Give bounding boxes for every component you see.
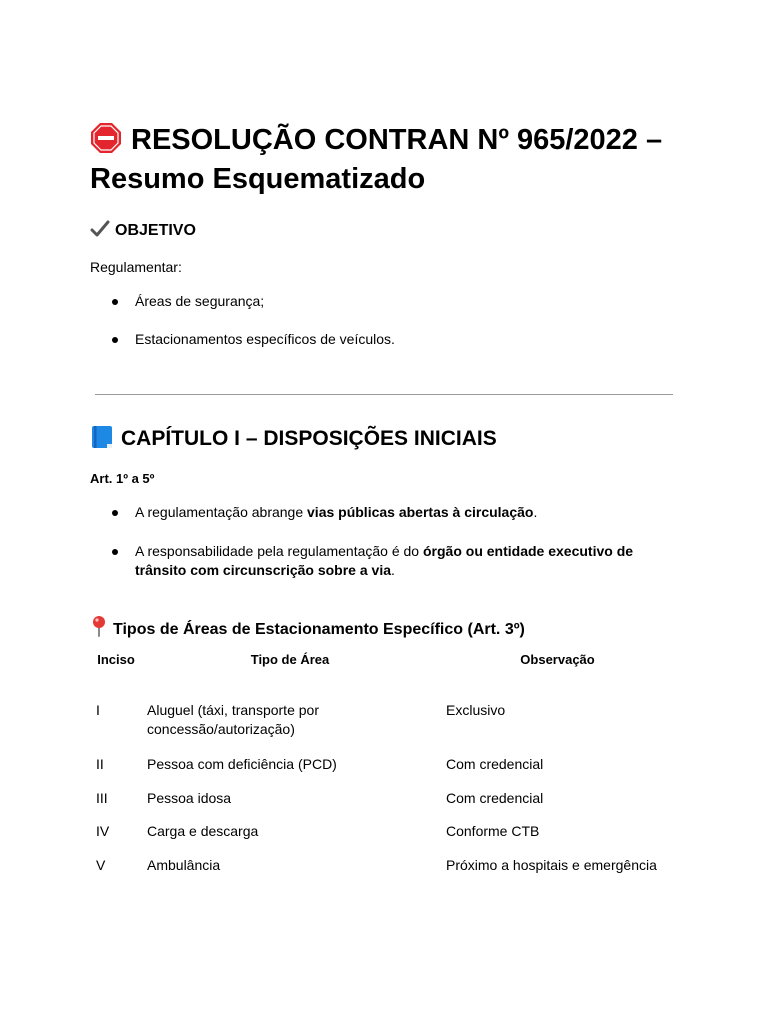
list-item-text: Áreas de segurança; <box>135 293 265 309</box>
list-item <box>112 542 652 580</box>
list-item-text <box>112 542 652 580</box>
table-cell-tipo: Aluguel (táxi, transporte por concessão/autorização) <box>147 702 319 737</box>
list-item <box>112 330 652 349</box>
table-header-tipo: Tipo de Área <box>250 652 330 667</box>
text-run: A regulamentação abrange <box>135 504 308 520</box>
table-cell-tipo: Ambulância <box>147 857 221 873</box>
capitulo-heading <box>90 425 497 453</box>
table-cell-observacao: Com credencial <box>446 790 544 806</box>
table-cell-tipo: Pessoa com deficiência (PCD) <box>147 756 337 772</box>
objetivo-heading <box>90 219 196 242</box>
table-cell-tipo: Carga e descarga <box>147 823 259 839</box>
list-item <box>112 292 652 311</box>
stop-sign-icon <box>90 122 122 154</box>
table-cell-tipo: Pessoa idosa <box>147 790 232 806</box>
bold-text: órgão ou entidade executivo de trânsito com circunscrição sobre a via <box>135 543 634 578</box>
check-mark-icon <box>90 219 110 239</box>
table-cell-observacao: Exclusivo <box>446 702 506 718</box>
text-run: . <box>533 504 538 520</box>
objetivo-heading-text: OBJETIVO <box>115 222 196 239</box>
table-cell-inciso: I <box>96 702 100 718</box>
table-cell-observacao: Próximo a hospitais e emergência <box>446 857 657 873</box>
round-pushpin-icon <box>90 615 108 637</box>
document-title <box>90 121 710 199</box>
table-header-inciso: Inciso <box>97 652 135 667</box>
capitulo-heading-text: CAPÍTULO I – DISPOSIÇÕES INICIAIS <box>121 427 497 450</box>
horizontal-divider <box>95 394 673 395</box>
article-range: Art. 1º a 5º <box>90 471 155 486</box>
list-item-text: Estacionamentos específicos de veículos. <box>135 331 395 347</box>
objetivo-intro: Regulamentar: <box>90 259 182 275</box>
list-item <box>112 503 652 522</box>
table-cell-observacao: Conforme CTB <box>446 823 540 839</box>
table-cell-inciso: V <box>96 857 106 873</box>
text-run: A responsabilidade pela regulamentação é do <box>135 543 423 559</box>
blue-book-icon <box>90 425 114 449</box>
list-item-text <box>112 503 652 522</box>
table-cell-observacao: Com credencial <box>446 756 544 772</box>
bold-text: vias públicas abertas à circulação <box>307 504 534 520</box>
table-cell-inciso: II <box>96 756 104 772</box>
tipos-heading <box>90 615 525 641</box>
text-run: . <box>391 562 395 578</box>
table-cell-inciso: III <box>96 790 108 806</box>
tipos-heading-text: Tipos de Áreas de Estacionamento Específico (Art. 3º) <box>113 621 525 638</box>
table-cell-inciso: IV <box>96 823 110 839</box>
document-title-text: RESOLUÇÃO CONTRAN Nº 965/2022 – Resumo Esquematizado <box>90 124 663 195</box>
table-header-observacao: Observação <box>520 652 595 667</box>
